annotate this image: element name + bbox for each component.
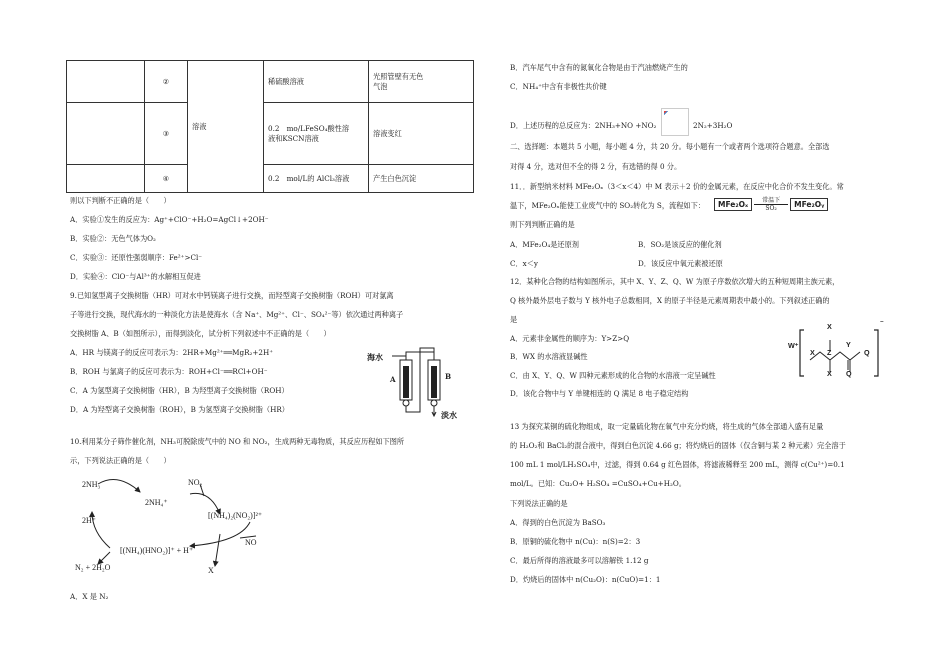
q9-option-a: A．HR 与镁离子的反应可表示为：2HR+Mg²⁺══MgR₂+2H⁺	[70, 348, 274, 357]
q8-option-a: A．实验①发生的反应为：Ag⁺+ClO⁻+H₂O=AgCl↓+2OH⁻	[70, 215, 269, 224]
q11-line1: 11．．新型纳米材料 MFe₂Oₓ（3＜x＜4）中 M 表示＋2 价的金属元素，在反应中化合价不发生变化。常	[510, 182, 844, 191]
q12-line3: 是	[510, 315, 518, 324]
q12-option-c: C．由 X、Y、Q、W 四种元素形成的化合物的水溶液一定呈碱性	[510, 371, 716, 380]
freshwater-label: 淡水	[441, 410, 457, 420]
q11-option-b: B．SO₂是该反应的催化剂	[638, 240, 722, 249]
q11-line2: 温下，MFe₂Oₓ能使工业废气中的 SO₂转化为 S，流程如下：	[510, 201, 705, 210]
x-label: X	[208, 566, 214, 575]
q13-line1: 13 为探究某铜的硫化物组成，取一定量硫化物在氧气中充分灼烧，将生成的气体全部通入盛有足量	[510, 422, 824, 431]
no-label: NO	[245, 538, 257, 547]
q8-option-b: B．实验②：无色气体为O₂	[70, 234, 156, 243]
row-num: ③	[145, 103, 188, 165]
q10-option-a: A．X 是 N₂	[70, 592, 109, 601]
section2-line2: 对得 4 分，选对但不全的得 2 分，有选错的得 0 分。	[510, 162, 682, 171]
q9-line1: 9.已知氢型离子交换树脂（HR）可对水中钙镁离子进行交换，而羟型离子交换树脂（ROH）可对氯离	[70, 291, 394, 300]
atom-q-right: Q	[864, 348, 870, 357]
seawater-label: 海水	[367, 352, 383, 362]
q11-option-c: C．x＜y	[510, 259, 538, 268]
column-b-label: B	[445, 372, 452, 381]
complex2-label: [(NH₄)(HNO₂)]⁺ + H⁺	[120, 546, 194, 555]
column-a-label: A	[390, 375, 396, 384]
q8-stem: 则以下判断不正确的是（ ）	[70, 196, 171, 205]
q13-option-c: C．最后所得的溶液最多可以溶解铁 1.12 g	[510, 556, 649, 565]
q13-line4: mol/L。已知：Cu₂O+ H₂SO₄ =CuSO₄+Cu+H₂O。	[510, 479, 686, 488]
flow-box-start: MFe₂Oₓ	[714, 198, 752, 211]
q9-line2: 子等进行交换，现代海水的一种淡化方法是使海水（含 Na⁺、Mg²⁺、Cl⁻、SO₄²⁻等）依次通过两种离子	[70, 310, 404, 319]
experiment-table	[66, 60, 474, 193]
q11-line3: 则下列判断正确的是	[510, 220, 575, 229]
q9-option-b: B．ROH 与氯离子的反应可表示为：ROH+Cl⁻══RCl+OH⁻	[70, 367, 268, 376]
q8-option-c: C．实验③：还原性强弱顺序：Fe²⁺>Cl⁻	[70, 253, 203, 262]
q11-flow-diagram	[714, 197, 828, 212]
flow-box-end: MFe₂Oᵧ	[790, 198, 828, 211]
phenomenon-cell: 产生白色沉淀	[369, 165, 474, 193]
q12-option-a: A．元素非金属性的顺序为：Y>Z>Q	[510, 334, 630, 343]
arrow-icon	[754, 204, 788, 205]
q13-option-d: D．灼烧后的固体中 n(Cu₂O)：n(CuO)=1：1	[510, 575, 661, 584]
q9-option-d: D．A 为羟型离子交换树脂（ROH），B 为氢型离子交换树脂（HR）	[70, 405, 289, 414]
atom-q-bottom: Q	[846, 369, 852, 378]
q10-line2: 示，下列说法正确的是（ ）	[70, 456, 171, 465]
q13-option-b: B．原铜的硫化物中 n(Cu)：n(S)=2：3	[510, 537, 641, 546]
h-plus-label: 2H⁺	[82, 516, 96, 525]
section2-line1: 二、选择题：本题共 5 小题，每小题 4 分，共 20 分。每小题有一个或者两个选项符合题意。全部选	[510, 142, 830, 151]
merged-cell: 溶液	[188, 61, 264, 193]
atom-x-left: X	[810, 348, 815, 357]
atom-x-top: X	[827, 322, 832, 331]
q9-option-c: C．A 为氢型离子交换树脂（HR），B 为羟型离子交换树脂（ROH）	[70, 386, 289, 395]
flow-arrow: 常温下 SO₂	[754, 197, 788, 212]
atom-y: Y	[846, 340, 851, 349]
q13-line2: 的 H₂O₂和 BaCl₂的混合液中，得到白色沉淀 4.66 g；将灼烧后的固体（仅含铜与某 2 种元素）完全溶于	[510, 441, 846, 450]
q11-option-a: A．MFe₂O₄是还原剂	[510, 240, 579, 249]
reagent-cell: 0.2 mol/L的 AlCl₃溶液	[264, 165, 369, 193]
q12-option-d: D．该化合物中与 Y 单键相连的 Q 满足 8 电子稳定结构	[510, 389, 689, 398]
phenomenon-cell: 光照管壁有无色 气泡	[369, 61, 474, 103]
q12-option-b: B．WX 的水溶液显碱性	[510, 352, 588, 361]
reagent-cell: 0.2 mo/LFeSO₄酸性溶 液和KSCN溶液	[264, 103, 369, 165]
broken-image-icon	[661, 108, 689, 136]
nh3-label: 2NH₃	[82, 480, 101, 489]
w-plus-label: W⁺	[788, 341, 799, 350]
reagent-cell: 稀硫酸溶液	[264, 61, 369, 103]
atom-x-bottom: X	[827, 369, 832, 378]
q10-option-b: B．汽车尾气中含有的氮氧化合物是由于汽油燃烧产生的	[510, 63, 688, 72]
q10-line1: 10.利用某分子筛作催化剂，NH₃可脱除废气中的 NO 和 NO₂，生成两种无毒物质，其反应历程如下图所	[70, 437, 405, 446]
atom-z: Z	[827, 348, 832, 357]
q10-option-c: C．NH₄⁺中含有非极性共价键	[510, 82, 607, 91]
q13-line3: 100 mL 1 mol/LH₂SO₄中，过滤，得到 0.64 g 红色固体，将滤液稀释至 200 mL，测得 c(Cu²⁺)=0.1	[510, 460, 845, 469]
charge-minus: ⁻	[880, 318, 884, 327]
q13-line5: 下列说法正确的是	[510, 499, 568, 508]
row-num: ④	[145, 165, 188, 193]
q12-line2: Q 核外最外层电子数与 Y 核外电子总数相同，X 的原子半径是元素周期表中最小的。下列叙述正确的	[510, 296, 830, 305]
q9-line3: 交换树脂 A、B（如图所示），而得到淡化，试分析下列叙述中不正确的是（ ）	[70, 329, 331, 338]
complex1-label: [(NH₄)₂(NO₂)]²⁺	[208, 511, 263, 520]
q10-option-d: D．上述历程的总反应为：2NH₃+NO +NO₂ 2N₂+3H₂O	[510, 112, 732, 140]
molecular-structure-figure	[790, 320, 900, 384]
q12-line1: 12．某种化合物的结构如图所示，其中 X、Y、Z、Q、W 为原子序数依次增大的五种短周期主族元素，	[510, 277, 840, 286]
q13-option-a: A．得到的白色沉淀为 BaSO₃	[510, 518, 606, 527]
nh4-label: 2NH₄⁺	[145, 498, 168, 507]
row-num: ②	[145, 61, 188, 103]
q8-option-d: D．实验④：ClO⁻与Al³⁺的水解相互促进	[70, 272, 201, 281]
no2-label: NO₂	[188, 478, 203, 487]
q11-option-d: D．该反应中氧元素被还原	[638, 259, 723, 268]
products-label: N₂ + 2H₂O	[75, 563, 111, 572]
phenomenon-cell: 溶液变红	[369, 103, 474, 165]
